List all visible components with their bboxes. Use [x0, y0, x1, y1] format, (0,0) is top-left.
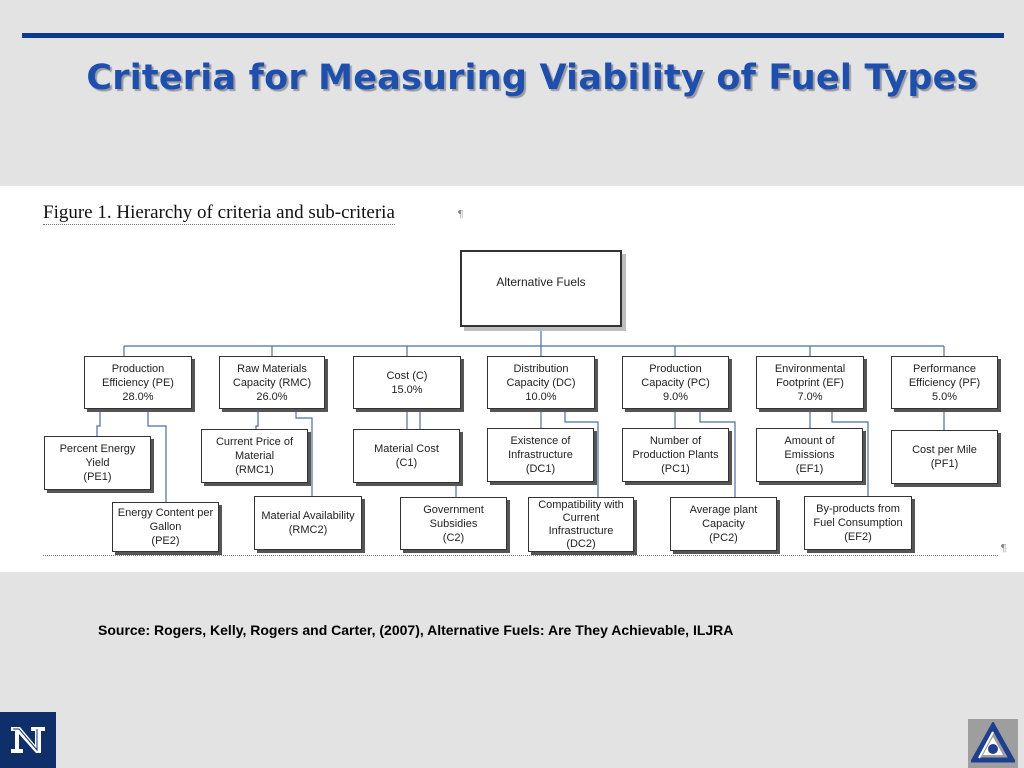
criterion-performance-efficiency: Performance Efficiency (PF) 5.0% [891, 356, 998, 409]
subcriterion-dc1: Existence of Infrastructure (DC1) [487, 428, 594, 482]
figure-caption: Figure 1. Hierarchy of criteria and sub-criteria [43, 202, 395, 223]
subcriterion-pe1: Percent Energy Yield (PE1) [44, 436, 151, 490]
criterion-distribution-capacity: Distribution Capacity (DC) 10.0% [487, 356, 595, 409]
subcriterion-pe2: Energy Content per Gallon (PE2) [112, 502, 219, 552]
university-n-logo [0, 712, 56, 768]
criterion-production-efficiency: Production Efficiency (PE) 28.0% [84, 356, 192, 409]
figure-baseline [43, 555, 998, 556]
criterion-production-capacity: Production Capacity (PC) 9.0% [622, 356, 729, 409]
subcriterion-c1: Material Cost (C1) [353, 429, 460, 483]
criterion-environmental-footprint: Environmental Footprint (EF) 7.0% [756, 356, 864, 409]
source-citation: Source: Rogers, Kelly, Rogers and Carter, (2007), Alternative Fuels: Are They Achievable, ILJRA [98, 622, 734, 638]
figure-paragraph-mark: ¶ [1001, 542, 1006, 554]
subcriterion-c2: Government Subsidies (C2) [400, 497, 507, 550]
subcriterion-ef2: By-products from Fuel Consumption (EF2) [804, 496, 912, 550]
subcriterion-dc2: Compatibility with Current Infrastructure (DC2) [528, 497, 634, 552]
subcriterion-rmc1: Current Price of Material (RMC1) [201, 429, 308, 483]
subcriterion-ef1: Amount of Emissions (EF1) [756, 428, 863, 482]
slide-title: Criteria for Measuring Viability of Fuel Types [86, 58, 978, 98]
figure-panel [0, 186, 1024, 572]
triangle-emblem-icon [971, 722, 1015, 766]
subcriterion-pc2: Average plant Capacity (PC2) [670, 497, 777, 551]
caption-paragraph-mark: ¶ [458, 208, 463, 220]
subcriterion-rmc2: Material Availability (RMC2) [254, 496, 362, 550]
criterion-raw-materials-capacity: Raw Materials Capacity (RMC) 26.0% [219, 356, 325, 409]
criterion-cost: Cost (C) 15.0% [353, 356, 461, 409]
subcriterion-pf1: Cost per Mile (PF1) [891, 430, 998, 484]
triangle-emblem-logo [968, 719, 1018, 768]
top-rule [22, 33, 1004, 38]
n-monogram-icon [8, 723, 48, 757]
root-alternative-fuels: Alternative Fuels [460, 250, 622, 327]
subcriterion-pc1: Number of Production Plants (PC1) [622, 428, 729, 482]
